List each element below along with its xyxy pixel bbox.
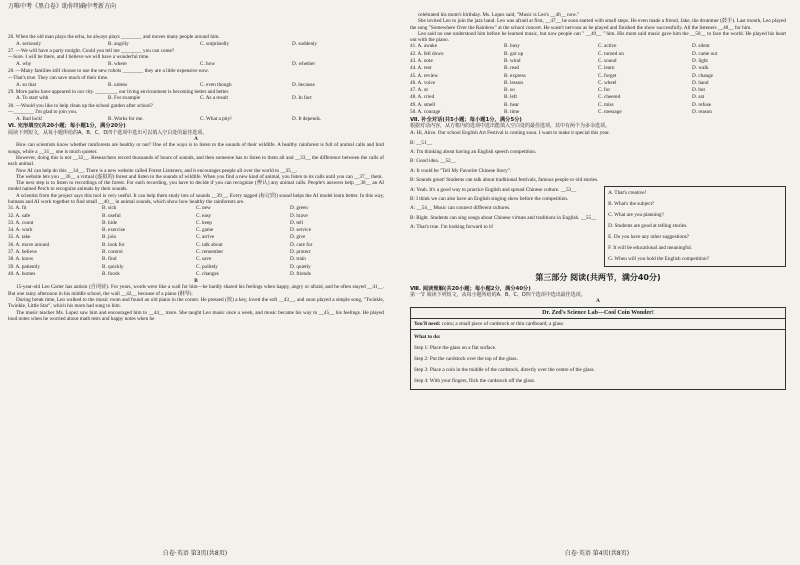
option-row — [8, 256, 384, 263]
option: D. It depends. — [292, 115, 322, 122]
option: D. hand — [692, 79, 709, 86]
option: A. so that — [16, 81, 37, 88]
section8-title: Ⅷ. 阅读理解(共20小题；每小题2分，满分40分) — [410, 285, 531, 292]
option-row — [8, 234, 384, 241]
question-reply: —That's true. They can save much of their time. — [8, 74, 109, 81]
paragraph: Leo said no one understood him before he learned music, but now people can " __49__ " him. His mom said music gave him the __50__ to face the world. He played his heart out with the piano. — [410, 30, 786, 44]
part3-title: 第三部分 阅读(共两节，满分40分) — [535, 272, 661, 282]
option: 47. A. or — [410, 87, 429, 94]
option: C. miss — [598, 101, 614, 108]
option-row — [410, 102, 786, 109]
option: C. keep — [196, 219, 212, 226]
option: B. sick — [102, 205, 117, 212]
dialogue-lines-2 — [410, 186, 602, 267]
option: C. easy — [196, 212, 212, 219]
option: 40. A. homes — [8, 270, 36, 277]
option: 46. A. voice — [410, 79, 436, 86]
option: B. time — [504, 109, 520, 116]
option-row — [410, 87, 786, 94]
option: 34. A. work — [8, 227, 33, 234]
dialogue-line: A: That's true. I'm looking forward to it! — [410, 224, 494, 231]
question-stem: 29. More parks have appeared in our city. ________, our living environment is becoming better and better. — [8, 88, 230, 95]
option: B. left — [504, 94, 517, 101]
paragraph: The website lets you __36__ a virtual (虚拟的) forest and listen to the sounds of wildlife. When you find a new kind of animal, you listen to its calls until you can __37__ them. — [16, 173, 383, 180]
paragraph: The music teacher Ms. Lopez saw him and encouraged him to __44__ more. She taught Leo music once a week, and music became his way to __45__ his feelings. He played loud notes when he worried about math tests and happy notes when he — [8, 309, 384, 322]
option: C. forget — [598, 72, 617, 79]
option: B. where — [108, 61, 127, 68]
paragraph: Now AI can help do this __34__. There is a new website called Forest Listeners, and it encourages people all over the world to __35__. — [16, 167, 298, 174]
option: C. As a result — [200, 95, 228, 102]
option-row — [410, 65, 786, 72]
option-row — [410, 80, 786, 87]
question-stem: 30. —Would you like to help clean up the school garden after school? — [8, 102, 153, 109]
option: C. even though — [200, 81, 232, 88]
option-row — [8, 242, 384, 249]
question-stem: 28. —Many families still choose to use the new robots ________ they are a little expensive now. — [8, 68, 209, 75]
option: B. express — [504, 72, 526, 79]
question-stem: 27. —We will have a party tonight. Could you tell me ________ you can come? — [8, 47, 175, 54]
question-reply: —Sure. I will be there, and I believe we will have a wonderful time. — [8, 54, 150, 61]
question-stem: 26. When the old man plays the erhu, he always plays ________ and moves many people around him. — [8, 34, 220, 40]
option-row — [16, 82, 384, 89]
option: C. changes — [196, 270, 219, 277]
option: D. tell — [290, 219, 303, 226]
cloze-b-options — [410, 43, 786, 115]
card-step: Step 1: Place the glass on a flat surface. — [414, 345, 497, 352]
option: C. new — [196, 205, 211, 212]
option-row — [410, 43, 786, 50]
option-row — [8, 213, 384, 220]
section7-directions: 根据对话内容，从方框内的选项中选出能填入空白处的最佳选项，其中有两个为多余选项。 — [410, 122, 611, 129]
section8-directions: 第一节 阅读下列短文，从每小题所给的A、B、C、D四个选项中选出最佳选项。 — [410, 291, 586, 298]
option-row — [16, 41, 384, 48]
option-box-item: F. It will be educational and meaningful. — [608, 244, 693, 251]
option: B. For example — [108, 95, 141, 102]
option: 45. A. review — [410, 72, 438, 79]
dialogue-line: A: __54__ Music can connect different cultures. — [410, 205, 511, 212]
option: D. light — [692, 58, 708, 65]
option: 31. A. fit — [8, 205, 27, 212]
option-row — [8, 249, 384, 256]
paragraph: A scientist from the project says this tool is very useful. It can help them study lots of sounds __39__. Every tagged (标记的) sound helps the AI model learn better. In this way, humans and AI work together to find small __40__ in animal sounds, which show how healthy the rainforests are. — [8, 192, 384, 206]
option: C. message — [598, 109, 622, 116]
option-box-item: E. Do you have any other suggestions? — [608, 233, 689, 240]
option: D. train — [290, 256, 306, 263]
question-reply: —________ I'm glad to join you. — [8, 109, 78, 116]
option: D. suddenly — [292, 40, 318, 47]
cloze-a-options — [8, 205, 384, 277]
option: D. quietly — [290, 263, 311, 270]
option: 38. A. know — [8, 256, 34, 263]
option: B. find — [102, 256, 117, 263]
dialogue-line: B: Sounds great! Students can talk about traditional festivals, famous people or old stories. — [410, 177, 599, 184]
option: B. unless — [108, 81, 128, 88]
option-row — [16, 95, 384, 102]
option: A. why — [16, 61, 32, 68]
card-need-label: You'll need: — [414, 320, 441, 327]
option: C. learn — [598, 65, 615, 72]
option: B. lesson — [504, 79, 524, 86]
option: C. politely — [196, 263, 218, 270]
option: D. friends — [290, 270, 311, 277]
passage-b — [8, 284, 384, 322]
paragraph: The next step is to listen to recordings of the forest. For each recording, you have to decide if you can recognize (辨认) any animal calls. People's answers help __38__ an AI model named Perch to recognize animals by their sounds. — [8, 180, 384, 193]
option: D. brave — [290, 212, 308, 219]
passage-b-continued — [410, 12, 786, 43]
option-row — [16, 61, 384, 68]
right-page — [402, 0, 792, 565]
option-box-item: B. What's the subject? — [608, 200, 655, 207]
option: A. Bad luck! — [16, 115, 43, 122]
option: C. What a pity! — [200, 115, 232, 122]
option: C. for — [598, 87, 611, 94]
option: C. surprisedly — [200, 40, 230, 47]
option: C. how — [200, 61, 215, 68]
option-row — [410, 51, 786, 58]
card-steps — [411, 330, 785, 389]
option: D. whether — [292, 61, 316, 68]
option-box-item: G. When will you hold the English competition? — [608, 255, 709, 262]
option: D. green — [290, 205, 308, 212]
page-footer-left: 白卷·英语 第3页(共8页) — [162, 550, 228, 557]
option: C. cheered — [598, 94, 621, 101]
option: B. exercise — [102, 227, 126, 234]
option: D. protect — [290, 249, 311, 256]
option: C. talk about — [196, 241, 223, 248]
option: C. active — [598, 43, 617, 50]
option-row — [8, 220, 384, 227]
option: 48. A. cried — [410, 94, 435, 101]
paragraph: She invited Leo to join the jazz band. Leo was afraid at first, __47__ he soon started with small steps. He even made a friend, Jake, the drummer (鼓手). Last month, Leo played the song "Somewhere Over the Rainbow" at the school concert. He wasn't nervous as he played and finished the show successfully. All the listeners __48__ for him. — [410, 18, 786, 31]
passage-a — [8, 142, 384, 205]
option: C. turned on — [598, 50, 624, 57]
option: C. save — [196, 256, 212, 263]
section6-directions: 阅读下列短文，从每小题所给的A、B、C、D四个选项中选出可以填入空白处的最佳选项。 — [8, 129, 208, 136]
option: C. arrive — [196, 234, 215, 241]
option: D. care for — [290, 241, 313, 248]
option: 49. A. smell — [410, 101, 436, 108]
option: D. reason — [692, 109, 712, 116]
paragraph: 15-year-old Leo Carter has autism (自闭症). For years, words were like a wall for him—he hardly shared his feelings when happy, angry or afraid, and he often stayed __41__. But one rainy afternoon in his middle school, the wall __42__ because of a piano (钢琴). — [8, 284, 384, 297]
option: D. sat — [692, 94, 705, 101]
option-row — [16, 116, 384, 123]
option: 43. A. note — [410, 58, 433, 65]
option-row — [410, 73, 786, 80]
left-body — [8, 34, 384, 322]
option-row — [410, 58, 786, 65]
card-need-text: coins; a small piece of cardstock or thin cardboard; a glass — [440, 320, 563, 327]
option: D. because — [292, 81, 315, 88]
section7-title: Ⅶ. 补全对话(共5小题；每小题1分，满分5分) — [410, 116, 522, 123]
option-row — [8, 205, 384, 212]
paragraph: However, doing this is not __32__. Researchers record thousands of hours of sounds, and then someone has to listen to them all and __33__ the difference between the calls of each animal. — [8, 154, 384, 168]
card-need-row — [411, 319, 785, 330]
dialogue-line: A: Hi, Alice. Our school English Art Festival is coming soon. I want to make it special this year. — [410, 130, 610, 137]
card-step: Step 4: With your fingers, flick the cardstock off the glass. — [414, 378, 536, 385]
option: D. service — [290, 227, 312, 234]
option: A. seriously — [16, 40, 42, 47]
option: D. In fact — [292, 95, 312, 102]
option: B. wind — [504, 58, 521, 65]
option-row — [410, 94, 786, 101]
option: 50. A. courage — [410, 109, 441, 116]
paragraph: celebrated his mom's birthday. Ms. Lopez said, "Music is Leo's __46__ now." — [418, 12, 580, 18]
card-step: Step 2: Put the cardstock over the top of the glass. — [414, 356, 518, 363]
card-step: Step 3: Place a coin in the middle of the cardstock, directly over the centre of the glass. — [414, 367, 595, 374]
option: B. quickly — [102, 263, 124, 270]
option-row — [8, 271, 384, 278]
option: D. walk — [692, 65, 709, 72]
option: C. remember — [196, 249, 224, 256]
paragraph: How can scientists know whether rainforests are healthy or not? One of the ways is to listen to the sounds of their wildlife. A healthy rainforest is full of animal calls and bird songs, while a __31__ one is much quieter. — [8, 142, 384, 155]
option-row — [410, 109, 786, 116]
option: 37. A. believe — [8, 249, 37, 256]
option: D. silent — [692, 43, 710, 50]
option: 42. A. fell down — [410, 50, 444, 57]
option-box-item: C. What are you planning? — [608, 211, 664, 218]
option: B. hear — [504, 101, 519, 108]
dialogue-line: B: Right. Students can sing songs about Chinese virtues and traditions in English. __55__ — [410, 214, 597, 221]
option-row — [8, 227, 384, 234]
multiple-choice-block — [8, 34, 384, 122]
option: B. Works for me. — [108, 115, 144, 122]
option: D. refuse — [692, 101, 712, 108]
dialogue-lines — [410, 129, 786, 185]
card-title: Dr. Zed's Science Lab—Cool Coin Wonder! — [411, 308, 785, 319]
option: B. so — [504, 87, 515, 94]
reading-passage-label: A — [596, 298, 600, 305]
dialogue-line: A: Yeah. It's a good way to practice English and spread Chinese culture. __53__ — [410, 186, 577, 193]
option: B. hide — [102, 219, 117, 226]
option-box-item: A. That's creative! — [608, 189, 647, 196]
option: D. came out — [692, 50, 718, 57]
option: B. control — [102, 249, 123, 256]
option: B. join — [102, 234, 117, 241]
option: C. wheel — [598, 79, 617, 86]
dialogue-line: B: I think we can also have an English singing show before the competition. — [410, 196, 569, 203]
passage-b-label: B — [194, 278, 198, 285]
option: C. game — [196, 227, 214, 234]
option: B. got up — [504, 50, 524, 57]
option: B. busy — [504, 43, 520, 50]
option: D. give — [290, 234, 306, 241]
page-header: 万唯中考《黑白卷》助你明确中考新方向 — [8, 3, 117, 10]
option: D. change — [692, 72, 714, 79]
option-box-item: D. Students are good at telling stories. — [608, 222, 688, 229]
option: B. read — [504, 65, 519, 72]
paragraph: During break time, Leo walked to the music room and found an old piano in the corner. He pressed (按) a key, loved the soft __43__, and soon played a simple song, "Twinkle, Twinkle, Little Star", which his mom had sung to him. — [8, 297, 384, 310]
option-row — [8, 264, 384, 271]
page-footer-right: 白卷·英语 第4页(共8页) — [564, 550, 630, 557]
dialogue-line: A: It could be "Tell My Favorite Chinese Story". — [410, 167, 512, 174]
option: 44. A. rest — [410, 65, 432, 72]
option: D. but — [692, 87, 705, 94]
option: B. foods — [102, 270, 120, 277]
dialogue-line: B: Good idea. __52__ — [410, 158, 456, 165]
passage-a-label: A — [194, 136, 198, 143]
option: B. useful — [102, 212, 121, 219]
option-box — [604, 186, 786, 267]
section6-title: Ⅵ. 完形填空(共20小题；每小题1分，满分20分) — [8, 123, 126, 130]
option: 33. A. count — [8, 219, 34, 226]
option: 32. A. safe — [8, 212, 31, 219]
right-body — [410, 12, 786, 390]
option: A. To start with — [16, 95, 49, 102]
dialogue-with-options — [410, 186, 786, 267]
option: 35. A. take — [8, 234, 31, 241]
option: B. angrily — [108, 40, 129, 47]
option: B. look for — [102, 241, 125, 248]
dialogue-line: B: __51__ — [410, 139, 432, 146]
option: C. sound — [598, 58, 617, 65]
option: 41. A. awake — [410, 43, 438, 50]
left-page — [0, 0, 390, 565]
dialogue-line: A: I'm thinking about having an English speech competition. — [410, 149, 537, 156]
option: 36. A. move around — [8, 241, 50, 248]
option: 39. A. patiently — [8, 263, 40, 270]
science-lab-card — [410, 307, 786, 391]
card-todo-label: What to do: — [414, 334, 441, 341]
